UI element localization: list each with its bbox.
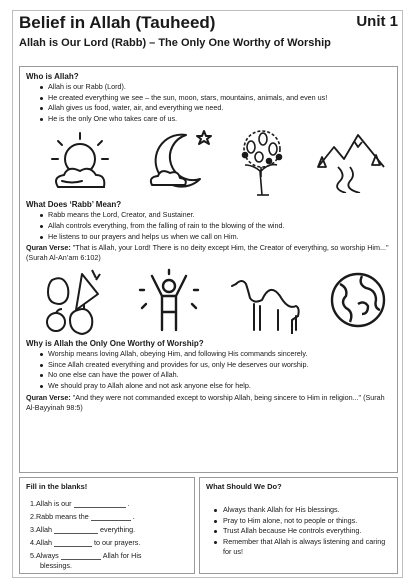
blank-item-3: 3.Allah everything. — [30, 525, 136, 534]
camel-icon — [230, 276, 306, 334]
what-should-we-do-box — [199, 477, 398, 574]
blank-line[interactable] — [54, 526, 98, 534]
quran-verse-2: Quran Verse: "And they were not commanded except to worship Allah, being sincere to Him in religion..." (Surah Al-Bayyinah 98:5) — [26, 392, 385, 412]
list-item: We should pray to Allah alone and not ask anyone else for help. — [40, 381, 391, 392]
blank-item-5: 5.Always Allah for His — [30, 551, 142, 560]
list-item: Allah controls everything, from the falling of rain to the blowing of the wind. — [40, 221, 391, 232]
header — [19, 13, 398, 49]
section-heading-worship: Why is Allah the Only One Worthy of Worship? — [26, 339, 204, 349]
list-item: Worship means loving Allah, obeying Him, and following His commands sincerely. — [40, 349, 391, 360]
blank-line[interactable] — [54, 539, 92, 547]
list-item: Always thank Allah for His blessings. — [214, 505, 391, 516]
blank-item-5-continued: blessings. — [40, 561, 72, 570]
page-title: Belief in Allah (Tauheed) — [19, 13, 216, 32]
main-content-box — [19, 66, 398, 473]
moon-star-icon — [144, 129, 214, 195]
list-item: Since Allah created everything and provides for us, only He deserves our worship. — [40, 360, 391, 371]
blank-item-4: 4.Allah to our prayers. — [30, 538, 141, 547]
what-should-we-do-heading: What Should We Do? — [206, 482, 282, 491]
earth-icon — [326, 268, 390, 332]
person-raising-arms-icon — [138, 268, 200, 334]
fruit-tree-icon — [233, 127, 291, 197]
section-heading-who-is-allah: Who is Allah? — [26, 72, 79, 81]
blank-line[interactable] — [74, 500, 126, 508]
list-item: He created everything we see – the sun, moon, stars, mountains, animals, and even us! — [40, 93, 391, 104]
who-is-allah-list — [40, 82, 391, 124]
list-item: Trust Allah because He controls everything. — [214, 526, 391, 537]
rabb-meaning-list — [40, 210, 391, 242]
provision-icons-row — [26, 266, 391, 336]
list-item: He is the only One who takes care of us. — [40, 114, 391, 125]
worksheet-page — [12, 10, 403, 578]
list-item: Allah gives us food, water, air, and everything we need. — [40, 103, 391, 114]
list-item: He listens to our prayers and helps us when we call on Him. — [40, 232, 391, 243]
quran-verse-1: Quran Verse: "That is Allah, your Lord! There is no deity except Him, the Creator of everything, so worship Him..." (Surah Al-An’am 6:102) — [26, 243, 389, 263]
creation-icons-row — [26, 127, 391, 197]
sun-cloud-icon — [48, 129, 116, 195]
fill-in-blanks-list — [26, 495, 188, 571]
worship-list — [40, 349, 391, 391]
blank-item-2: 2.Rabb means the . — [30, 512, 135, 521]
vegetables-fruit-icon — [42, 268, 108, 336]
blank-line[interactable] — [91, 513, 131, 521]
list-item: Remember that Allah is always listening and caring for us! — [214, 537, 391, 558]
fill-in-blanks-heading: Fill in the blanks! — [26, 482, 88, 491]
list-item: No one else can have the power of Allah. — [40, 370, 391, 381]
what-should-we-do-list — [214, 505, 391, 558]
blank-line[interactable] — [61, 552, 101, 560]
section-heading-rabb-meaning: What Does ‘Rabb’ Mean? — [26, 200, 122, 210]
list-item: Allah is our Rabb (Lord). — [40, 82, 391, 93]
blank-item-1: 1.Allah is our . — [30, 499, 130, 508]
page-subtitle: Allah is Our Lord (Rabb) – The Only One Worthy of Worship — [19, 37, 331, 49]
fill-in-blanks-box — [19, 477, 195, 574]
list-item: Rabb means the Lord, Creator, and Sustainer. — [40, 210, 391, 221]
unit-label: Unit 1 — [356, 13, 398, 30]
list-item: Pray to Him alone, not to people or things. — [214, 516, 391, 527]
mountain-river-icon — [314, 131, 388, 193]
